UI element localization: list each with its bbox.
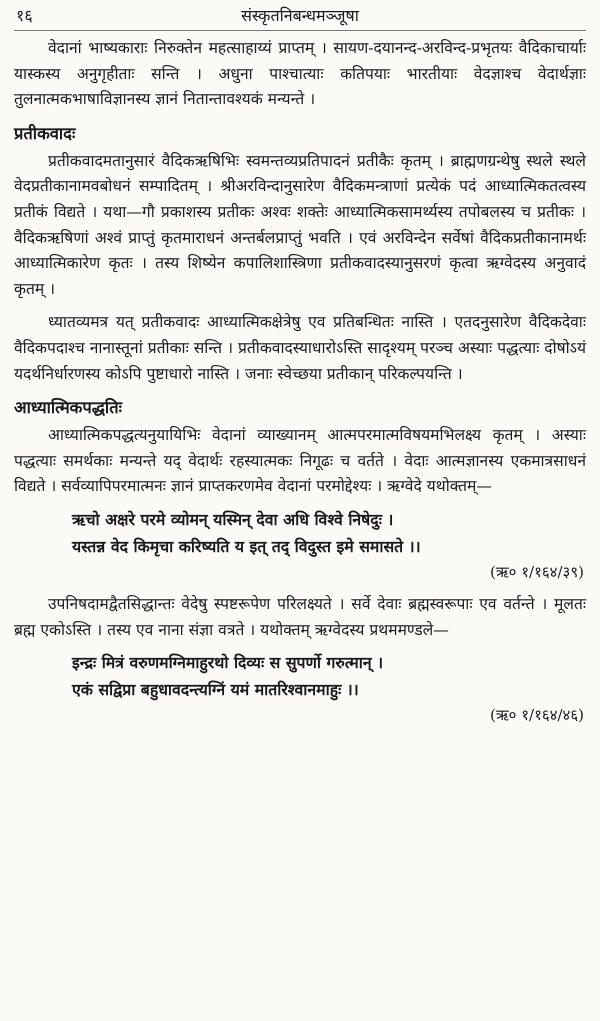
page-number: १६ bbox=[16, 6, 33, 25]
section-heading-spiritual: आध्यात्मिकपद्धतिः bbox=[14, 398, 122, 418]
verse-reference-1: (ऋ० १/१६४/३९) bbox=[490, 562, 584, 581]
verse-block-2 bbox=[14, 649, 586, 703]
symbolism-paragraph-1: प्रतीकवादमतानुसारं वैदिकऋषिभिः स्वमन्तव्यप्रतिपादनं प्रतीकैः कृतम् । ब्राह्मणग्रन्थेषु स्थले स्थले वेदप्रतीकानामवबोधनं सम्पादितम् । श्रीअरविन्दानुसारेण वैदिकमन्त्राणां प्रत्येकं पदं आध्यात्मिकतत्वस्य प्रतीकं विद्यते । यथा—गौ प्रकाशस्य प्रतीकः अश्वः शक्तेः आध्यात्मिकसामर्थ्यस्य तपोबलस्य च प्रतीकः । वैदिकऋषिणां अश्वं प्राप्तुं कृतमाराधनं अन्तर्बलप्राप्तुं भवति । एवं अरविन्देन सर्वेषां वैदिकप्रतीकानामर्थः आध्यात्मिकारेण कृतः । तस्य शिष्येन कपालिशास्त्रिणा प्रतीकवादस्यानुसरणं कृत्वा ऋग्वेदस्य अनुवादं कृतम् । bbox=[14, 151, 586, 298]
verse-line: यस्तन्न वेद किमृचा करिष्यति य इत् तद् विदुस्त इमे समासते ।। bbox=[72, 536, 421, 556]
spiritual-paragraph-1: आध्यात्मिकपद्धत्यनुयायिभिः वेदानां व्याख्यानम् आत्मपरमात्मविषयमभिलक्ष्य कृतम् । अस्याः पद्धत्याः समर्थकाः मन्यन्ते यद् वेदार्थः रहस्यात्मकः निगूढः च वर्तते । वेदाः आत्मज्ञानस्य एकमात्रसाधनं विद्यते । सर्वव्यापिपरमात्मनः ज्ञानं प्राप्तकरणमेव वेदानां परमोद्देश्यः । ऋग्वेदे यथोक्तम्— bbox=[14, 426, 586, 496]
verse-line: इन्द्रः मित्रं वरुणमग्निमाहुरथो दिव्यः स सुपर्णो गरुत्मान् । bbox=[72, 653, 384, 673]
verse-line: ऋचो अक्षरे परमे व्योमन् यस्मिन् देवा अधि विश्वे निषेदुः । bbox=[72, 509, 394, 529]
spiritual-paragraph-2: उपनिषदामद्वैतसिद्धान्तः वेदेषु स्पष्टरूपेण परिलक्ष्यते । सर्वे देवाः ब्रह्मस्वरूपाः एव वर्तन्ते । मूलतः ब्रह्म एकोऽस्ति । तस्य एव नाना संज्ञा वत्रते । यथोक्तम् ऋग्वेदस्य प्रथममण्डले— bbox=[14, 594, 586, 639]
page-header bbox=[14, 0, 586, 31]
symbolism-paragraph-2: ध्यातव्यमत्र यत् प्रतीकवादः आध्यात्मिकक्षेत्रेषु एव प्रतिबन्धितः नास्ति । एतदनुसारेण वैदिकदेवाः वैदिकपदाश्च नानास्तूनां प्रतीकाः सन्ति । प्रतीकवादस्याधारोऽस्ति सादृश्यम् परञ्च अस्याः पद्धत्याः दोषोऽयं यदर्थनिर्धारणस्य कोऽपि पुष्टाधारो नास्ति । जनाः स्वेच्छया प्रतीकान् परिकल्पयन्ति । bbox=[14, 313, 587, 383]
verse-reference-2: (ऋ० १/१६४/४६) bbox=[490, 706, 584, 725]
intro-paragraph: वेदानां भाष्यकाराः निरुक्तेन महत्साहाय्यं प्राप्तम् । सायण-दयानन्द-अरविन्द-प्रभृतयः वैदिकाचार्याः यास्कस्य अनुगृहीताः सन्ति । अधुना पाश्चात्याः कतिपयाः भारतीयाः वेदज्ञाश्च वेदार्थज्ञाः तुलनात्मकभाषाविज्ञानस्य ज्ञानं नितान्तावश्यकं मन्यन्ते । bbox=[14, 39, 586, 109]
verse-line: एकं सद्विप्रा बहुधावदन्त्यग्निं यमं मातरिश्वानमाहुः ।। bbox=[72, 680, 359, 700]
section-heading-symbolism: प्रतीकवादः bbox=[14, 123, 76, 143]
verse-block-1 bbox=[14, 506, 586, 560]
running-title: संस्कृतनिबन्धमञ्जूषा bbox=[241, 6, 359, 25]
